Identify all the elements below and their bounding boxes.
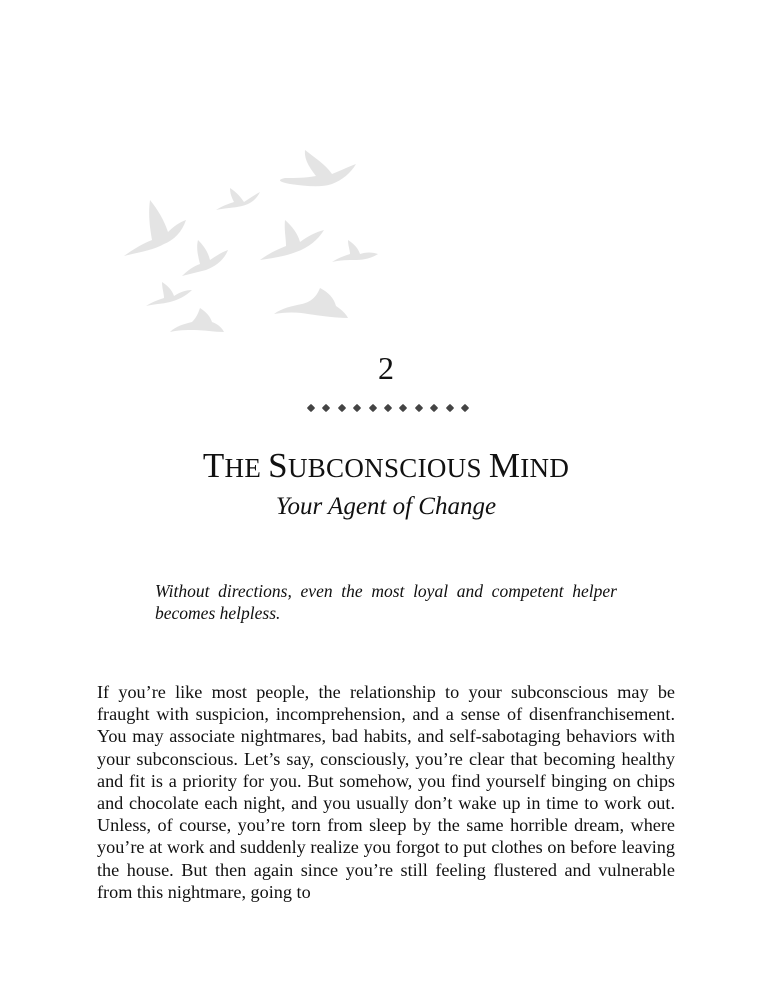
divider-dot — [307, 404, 315, 412]
chapter-subtitle: Your Agent of Change — [275, 493, 497, 520]
body-paragraph: If you’re like most people, the relationship to your subconscious may be fraught with suspicion, incomprehension, and a sense of disenfranchisement. You may associate nightmares, bad habits, and self-sabotaging behaviors with your subconscious. Let’s say, consciously, you’re clear that becoming healthy and fit is a priority for you. But somehow, you find yourself binging on chips and chocolate each night, and you usually don’t wake up in time to work out. Unless, of course, you’re torn from sleep by the same horrible dream, where you’re at work and suddenly realize you forgot to put clothes on before leaving the house. But then again since you’re still feeling flustered and vulnerable from this nightmare, going to — [97, 682, 675, 902]
bird-icon — [274, 288, 348, 318]
bird-icon — [182, 240, 228, 276]
bird-icon — [124, 200, 186, 256]
divider-dot — [414, 404, 422, 412]
divider-dot — [445, 404, 453, 412]
chapter-title-segment: UBCONSCIOUS — [287, 453, 489, 483]
chapter-title-segment: HE — [224, 453, 269, 483]
divider-dot — [384, 404, 392, 412]
chapter-title — [0, 444, 772, 490]
chapter-title-segment: M — [488, 446, 521, 485]
divider-dot — [430, 404, 438, 412]
bird-icon — [332, 240, 378, 262]
divider-dot — [461, 404, 469, 412]
divider-dot — [353, 404, 361, 412]
chapter-title-segment: S — [268, 446, 288, 485]
ornamental-divider — [308, 402, 468, 414]
divider-dot — [338, 404, 346, 412]
flying-birds-illustration — [110, 140, 400, 350]
bird-icon — [280, 150, 356, 186]
chapter-title-segment: T — [202, 446, 225, 485]
chapter-title-segment: IND — [520, 453, 570, 483]
bird-icon — [170, 308, 224, 332]
bird-icon — [260, 220, 324, 260]
bird-icon — [146, 282, 192, 306]
divider-dot — [368, 404, 376, 412]
chapter-number: 2 — [378, 350, 394, 386]
divider-dot — [399, 404, 407, 412]
epigraph-quote: Without directions, even the most loyal and competent helper becomes helpless. — [155, 581, 617, 623]
divider-dot — [322, 404, 330, 412]
bird-icon — [216, 188, 260, 210]
